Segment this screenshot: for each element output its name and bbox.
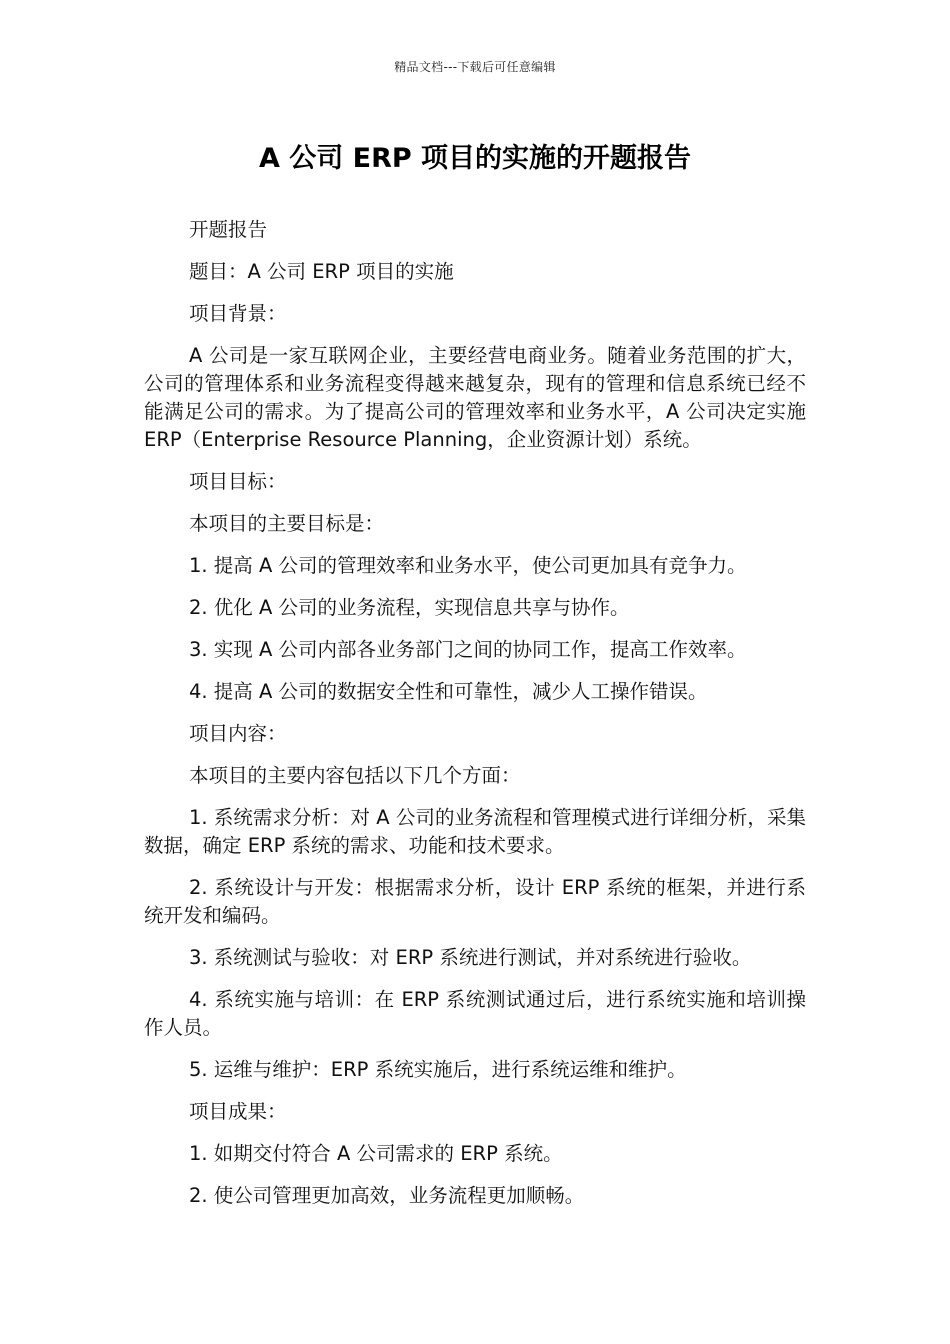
goal-item: 2. 优化 A 公司的业务流程，实现信息共享与协作。 <box>189 596 630 619</box>
goal-item: 4. 提高 A 公司的数据安全性和可靠性，减少人工操作错误。 <box>189 680 708 703</box>
content-item: 4. 系统实施与培训：在 ERP 系统测试通过后，进行系统实施和培训操作人员。 <box>144 988 806 1039</box>
content-item: 3. 系统测试与验收：对 ERP 系统进行测试，并对系统进行验收。 <box>189 946 752 969</box>
content-item: 2. 系统设计与开发：根据需求分析，设计 ERP 系统的框架，并进行系统开发和编码。 <box>144 876 806 927</box>
paragraph-report-label: 开题报告 <box>189 218 268 241</box>
result-item: 2. 使公司管理更加高效，业务流程更加顺畅。 <box>189 1184 585 1207</box>
paragraph-background: A 公司是一家互联网企业，主要经营电商业务。随着业务范围的扩大，公司的管理体系和业务流程变得越来越复杂，现有的管理和信息系统已经不能满足公司的需求。为了提高公司的管理效率和业务水平，A 公司决定实施 ERP（Enterprise Resource Planning，企业资源计划）系统。 <box>144 344 806 451</box>
paragraph-goals-intro: 本项目的主要目标是： <box>189 512 385 535</box>
goal-item: 3. 实现 A 公司内部各业务部门之间的协同工作，提高工作效率。 <box>189 638 747 661</box>
document-body <box>144 216 806 1224</box>
heading-goals: 项目目标： <box>189 470 287 493</box>
heading-results: 项目成果： <box>189 1100 287 1123</box>
page-header-note: 精品文档---下载后可任意编辑 <box>394 60 556 74</box>
document-title: A 公司 ERP 项目的实施的开题报告 <box>258 143 692 174</box>
content-item: 5. 运维与维护：ERP 系统实施后，进行系统运维和维护。 <box>189 1058 687 1081</box>
heading-content: 项目内容： <box>189 722 287 745</box>
paragraph-topic: 题目：A 公司 ERP 项目的实施 <box>189 260 454 283</box>
paragraph-content-intro: 本项目的主要内容包括以下几个方面： <box>189 764 521 787</box>
heading-background: 项目背景： <box>189 302 287 325</box>
goal-item: 1. 提高 A 公司的管理效率和业务水平，使公司更加具有竞争力。 <box>189 554 747 577</box>
content-item: 1. 系统需求分析：对 A 公司的业务流程和管理模式进行详细分析，采集数据，确定 ERP 系统的需求、功能和技术要求。 <box>144 806 806 857</box>
result-item: 1. 如期交付符合 A 公司需求的 ERP 系统。 <box>189 1142 563 1165</box>
